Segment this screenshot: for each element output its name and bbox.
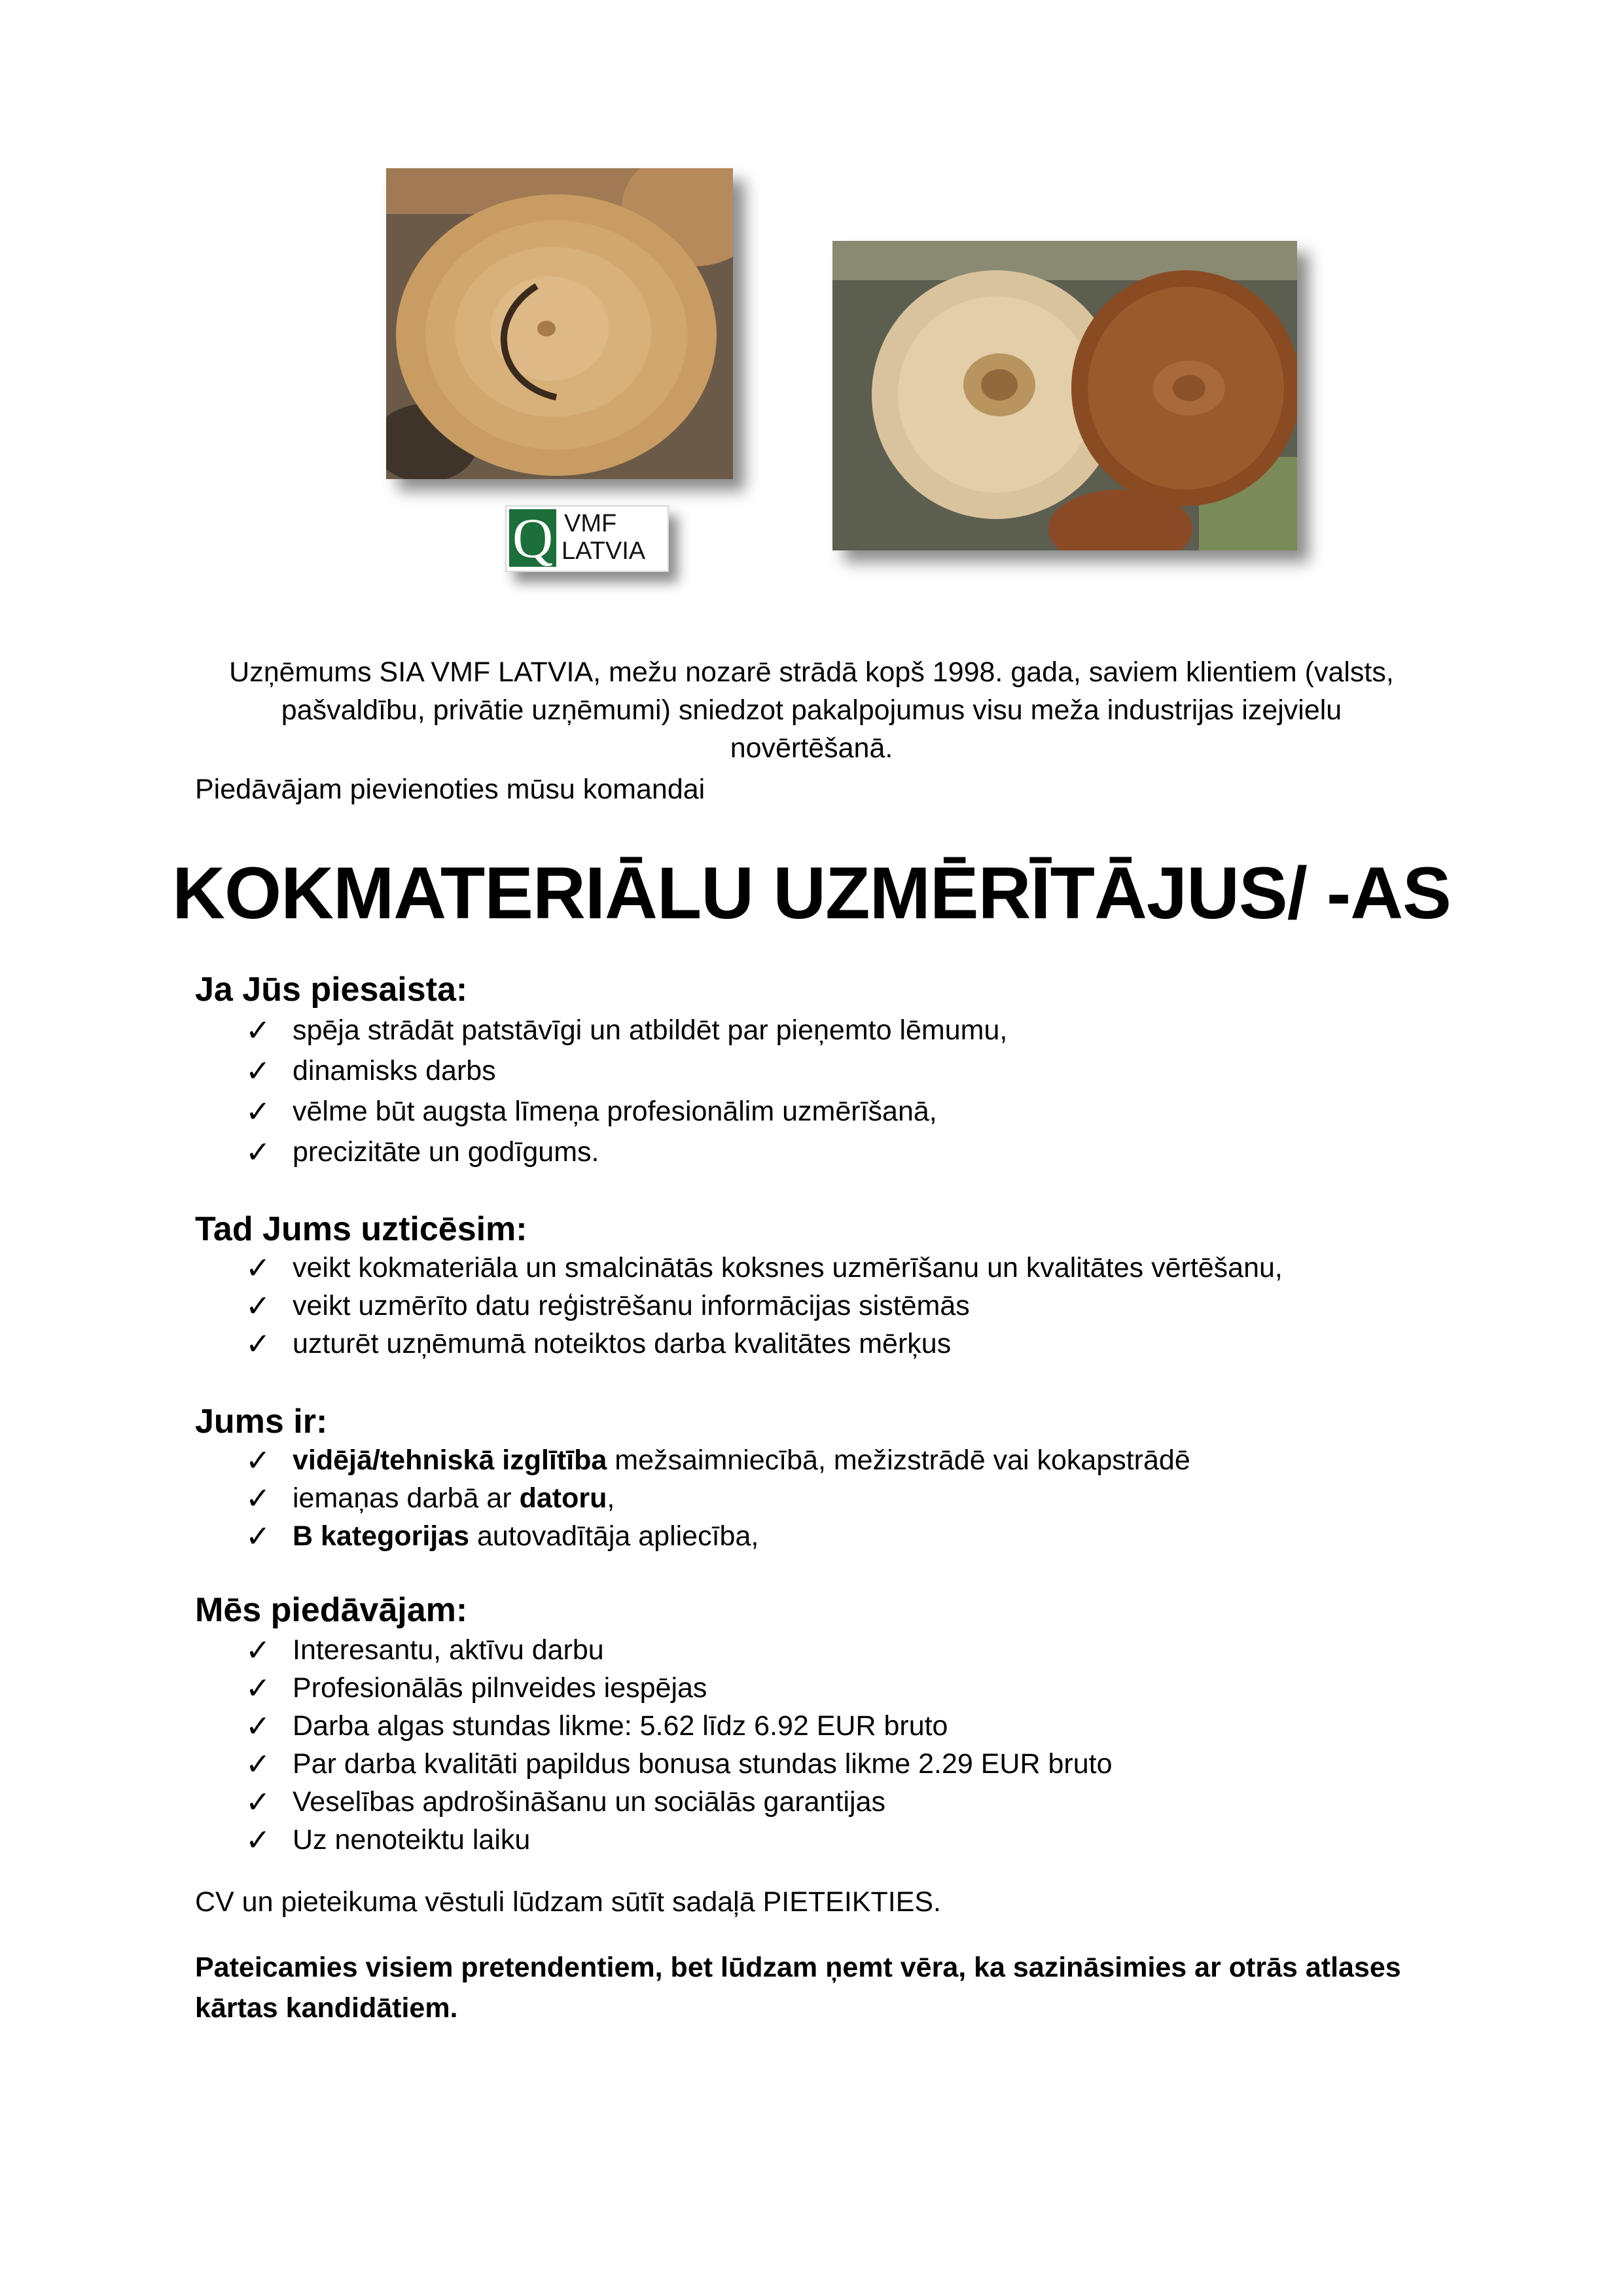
check-icon: ✓ — [245, 1823, 271, 1857]
list-item: ✓ spēja strādāt patstāvīgi un atbildēt par pieņemto lēmumu, — [245, 1011, 1007, 1052]
check-icon: ✓ — [245, 1519, 271, 1553]
section-heading-we-offer: Mēs piedāvājam: — [195, 1591, 468, 1629]
check-icon: ✓ — [245, 1671, 271, 1705]
intro-paragraph: Uzņēmums SIA VMF LATVIA, mežu nozarē strādā kopš 1998. gada, saviem klientiem (valsts, pašvaldību, privātie uzņēmumi) sniedzot pakalpojumus visu meža industrijas izejvielu novērtēšanā. — [229, 656, 1394, 764]
logo-text-latvia: LATVIA — [562, 537, 646, 565]
list-item: ✓ vidējā/tehniskā izglītība mežsaimniecībā, mežizstrādē vai kokapstrādē — [245, 1441, 1190, 1479]
list-item: ✓ veikt kokmateriāla un smalcinātās koksnes uzmērīšanu un kvalitātes vērtēšanu, — [245, 1249, 1283, 1287]
section-heading-duties: Tad Jums uzticēsim: — [195, 1210, 527, 1248]
check-icon: ✓ — [245, 1785, 271, 1819]
list-item: ✓ Uz nenoteiktu laiku — [245, 1821, 1112, 1859]
list-item: ✓ vēlme būt augsta līmeņa profesionālim uzmērīšanā, — [245, 1092, 1007, 1133]
check-icon: ✓ — [245, 1327, 271, 1361]
check-icon: ✓ — [245, 1094, 271, 1128]
list-item: ✓ B kategorijas autovadītāja apliecība, — [245, 1517, 1190, 1555]
check-icon: ✓ — [245, 1709, 271, 1743]
check-icon: ✓ — [245, 1633, 271, 1667]
list-item: ✓ iemaņas darbā ar datoru, — [245, 1479, 1190, 1517]
check-icon: ✓ — [245, 1013, 271, 1047]
list-item: ✓ Darba algas stundas likme: 5.62 līdz 6.92 EUR bruto — [245, 1707, 1112, 1745]
job-title-headline: KOKMATERIĀLU UZMĒRĪTĀJUS/ -AS — [172, 852, 1451, 934]
offer-line: Piedāvājam pievienoties mūsu komandai — [195, 774, 705, 805]
check-icon: ✓ — [245, 1481, 271, 1515]
section-heading-requirements: Jums ir: — [195, 1403, 328, 1441]
check-icon: ✓ — [245, 1054, 271, 1088]
list-item: ✓ Profesionālās pilnveides iespējas — [245, 1669, 1112, 1707]
list-item: ✓ veikt uzmērīto datu reģistrēšanu informācijas sistēmās — [245, 1287, 1283, 1325]
list-item: ✓ precizitāte un godīgums. — [245, 1133, 1007, 1174]
list-item: ✓ Interesantu, aktīvu darbu — [245, 1631, 1112, 1669]
company-logo — [505, 505, 669, 572]
two-logs-photo — [832, 241, 1297, 550]
list-item: ✓ dinamisks darbs — [245, 1052, 1007, 1092]
two-logs-illustration — [832, 241, 1297, 550]
logo-text-vmf: VMF — [564, 510, 617, 537]
requirements-list — [245, 1441, 1190, 1555]
check-icon: ✓ — [245, 1443, 271, 1477]
closing-note: Pateicamies visiem pretendentiem, bet lūdzam ņemt vēra, ka sazināsimies ar otrās atlases kārtas kandidātiem. — [195, 1952, 1401, 2024]
list-item: ✓ uzturēt uzņēmumā noteiktos darba kvalitātes mērķus — [245, 1325, 1283, 1363]
check-icon: ✓ — [245, 1251, 271, 1285]
logo-q-mark: Q — [509, 509, 556, 567]
check-icon: ✓ — [245, 1289, 271, 1323]
list-item: ✓ Par darba kvalitāti papildus bonusa stundas likme 2.29 EUR bruto — [245, 1745, 1112, 1783]
list-item: ✓ Veselības apdrošināšanu un sociālās garantijas — [245, 1783, 1112, 1821]
we-offer-list — [245, 1631, 1112, 1859]
section-heading-attracts: Ja Jūs piesaista: — [195, 971, 468, 1009]
check-icon: ✓ — [245, 1747, 271, 1781]
log-end-photo — [386, 168, 733, 479]
cv-instructions: CV un pieteikuma vēstuli lūdzam sūtīt sadaļā PIETEIKTIES. — [195, 1886, 942, 1918]
log-end-illustration — [386, 168, 733, 479]
check-icon: ✓ — [245, 1135, 271, 1169]
duties-list — [245, 1249, 1283, 1363]
attracts-list — [245, 1011, 1007, 1174]
